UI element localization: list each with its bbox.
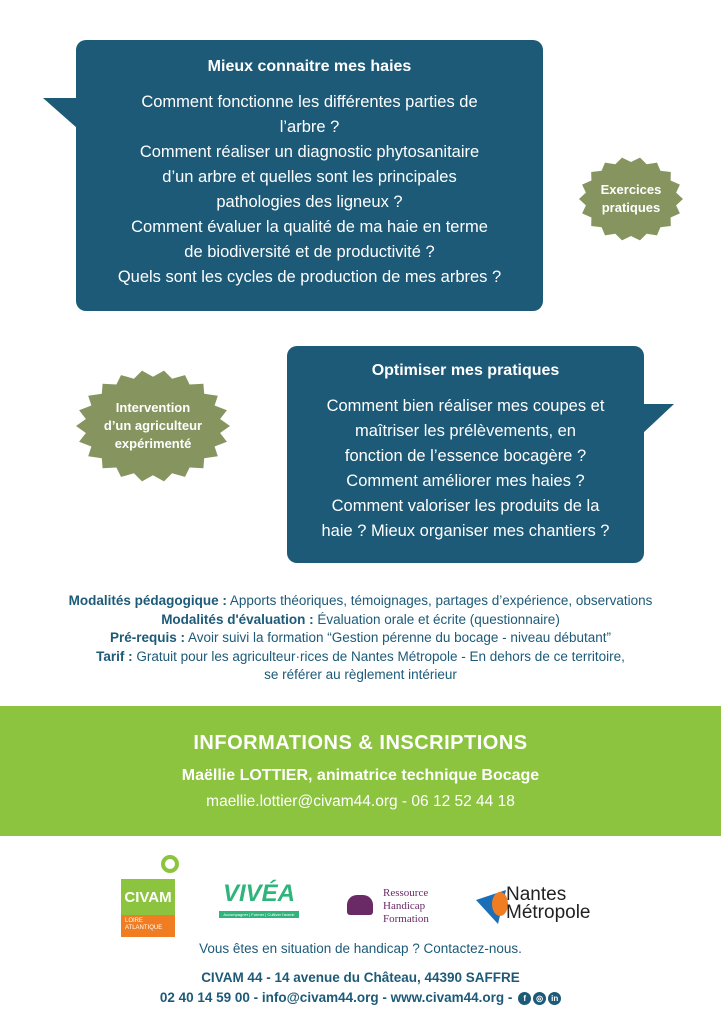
- section-line: haie ? Mieux organiser mes chantiers ?: [321, 522, 610, 540]
- handicap-notice: Vous êtes en situation de handicap ? Contactez-nous.: [199, 941, 522, 956]
- linkedin-icon[interactable]: in: [548, 992, 561, 1005]
- value: Apports théoriques, témoignages, partages d’expérience, observations: [226, 593, 653, 608]
- civam-sub: LOIRE: [125, 918, 144, 924]
- people-icon: [347, 895, 373, 915]
- facebook-icon[interactable]: f: [518, 992, 531, 1005]
- section-title: Optimiser mes pratiques: [371, 362, 560, 379]
- footer-contacts: [0, 990, 721, 1005]
- section-line: Comment valoriser les produits de la: [331, 497, 600, 515]
- section-line: Quels sont les cycles de production de mes arbres ?: [117, 268, 502, 286]
- nm-text: Nantes: [506, 884, 567, 905]
- section-line: Comment fonctionne les différentes parties de: [141, 93, 478, 111]
- contact-details[interactable]: maellie.lottier@civam44.org - 06 12 52 44 18: [206, 793, 515, 810]
- label: Tarif :: [96, 648, 133, 664]
- value: Avoir suivi la formation “Gestion pérenne du bocage - niveau débutant”: [185, 630, 612, 645]
- instagram-icon[interactable]: ◎: [533, 992, 546, 1005]
- badge-text: Intervention: [115, 400, 191, 415]
- section-line: pathologies des ligneux ?: [216, 193, 403, 211]
- civam-sub: ATLANTIQUE: [125, 925, 163, 931]
- footer-address: CIVAM 44 - 14 avenue du Château, 44390 SAFFRE: [201, 970, 520, 985]
- bubble-tail: [43, 98, 77, 128]
- badge-text: pratiques: [601, 200, 661, 215]
- contact-name: Maëllie LOTTIER, animatrice technique Bocage: [181, 767, 540, 784]
- value: Évaluation orale et écrite (questionnaire): [313, 611, 560, 627]
- rhf-text: Formation: [383, 913, 429, 925]
- vivea-logo: [219, 880, 299, 926]
- bubble-mieux-connaitre: [76, 40, 543, 311]
- value: se référer au règlement intérieur: [264, 667, 457, 682]
- rhf-text: Ressource: [383, 887, 429, 899]
- label: Modalités pédagogique :: [68, 593, 227, 608]
- rhf-logo: [345, 887, 465, 931]
- section-line: l’arbre ?: [279, 118, 340, 136]
- section-line: d’un arbre et quelles sont les principales: [162, 168, 457, 186]
- badge-intervention: [76, 370, 230, 482]
- partner-logos: [0, 850, 721, 932]
- civam-text: CIVAM: [121, 879, 175, 915]
- value: Gratuit pour les agriculteur·rices de Nantes Métropole - En dehors de ce territoire,: [132, 648, 625, 664]
- label: Pré-requis :: [109, 630, 185, 645]
- leaf-icon: [161, 855, 179, 873]
- vivea-tagline: Accompagner | Former | Cultiver l'avenir: [219, 911, 299, 918]
- vivea-text: VIVÉA: [222, 880, 296, 907]
- badge-text: d’un agriculteur: [103, 418, 203, 433]
- badge-text: expérimenté: [114, 436, 192, 451]
- nm-text: Métropole: [506, 902, 591, 923]
- modalites-info: [0, 592, 721, 685]
- section-line: Comment réaliser un diagnostic phytosanitaire: [139, 143, 480, 161]
- bubble-tail: [642, 404, 674, 434]
- badge-text: Exercices: [600, 182, 662, 197]
- section-line: maîtriser les prélèvements, en: [354, 422, 576, 440]
- section-line: de biodiversité et de productivité ?: [184, 243, 435, 261]
- label: Modalités d'évaluation :: [161, 611, 314, 627]
- section-line: Comment bien réaliser mes coupes et: [326, 397, 605, 415]
- section-line: Comment évaluer la qualité de ma haie en terme: [131, 218, 488, 236]
- badge-exercices-pratiques: [579, 157, 683, 241]
- section-line: Comment améliorer mes haies ?: [346, 472, 585, 490]
- rhf-text: Handicap: [383, 900, 426, 912]
- nantes-metropole-logo: [476, 886, 601, 928]
- civam-logo: [121, 865, 175, 929]
- contact-band: [0, 706, 721, 836]
- bubble-optimiser: [287, 346, 644, 563]
- section-line: fonction de l’essence bocagère ?: [344, 447, 587, 465]
- footer-contact-text[interactable]: 02 40 14 59 00 - info@civam44.org - www.civam44.org -: [159, 990, 513, 1005]
- contact-heading: INFORMATIONS & INSCRIPTIONS: [193, 732, 528, 754]
- section-title: Mieux connaitre mes haies: [207, 58, 412, 75]
